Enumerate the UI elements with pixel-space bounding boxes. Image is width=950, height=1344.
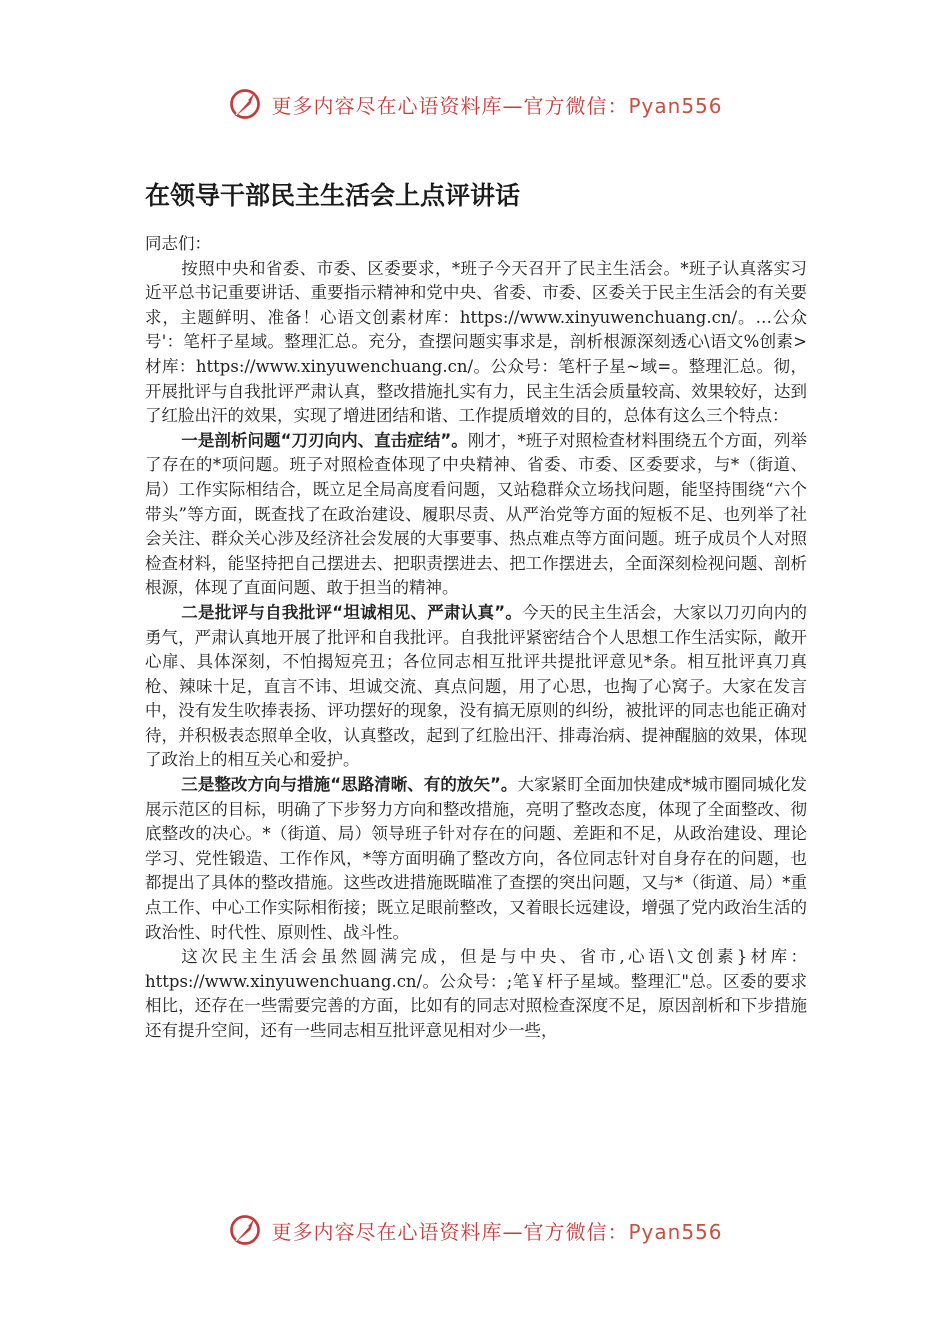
point-2-body: 今天的民主生活会，大家以刀刃向内的勇气，严肃认真地开展了批评和自我批评。自我批评紧密结合个人思想工作生活实际，敞开心扉、具体深刻，不怕揭短亮丑；各位同志相互批评共提批评意见*条。相互批评真刀真枪、辣味十足，直言不讳、坦诚交流、真点问题，用了心思，也掏了心窝子。大家在发言中，没有发生吹捧表扬、评功摆好的现象，没有搞无原则的纠纷，被批评的同志也能正确对待，并积极表态照单全收，认真整改，起到了红脸出汗、排毒治病、提神醒脑的效果，体现了政治上的相互关心和爱护。 — [145, 602, 807, 770]
point-2-heading: 二是批评与自我批评“坦诚相见、严肃认真”。 — [181, 602, 523, 622]
footer-watermark-text: 更多内容尽在心语资料库—官方微信：Pyan556 — [271, 1219, 723, 1244]
salutation: 同志们： — [145, 234, 211, 253]
document-body — [145, 232, 807, 1044]
quill-logo-icon — [227, 86, 263, 122]
document-title: 在领导干部民主生活会上点评讲话 — [145, 181, 521, 210]
header-watermark-text: 更多内容尽在心语资料库—官方微信：Pyan556 — [271, 93, 723, 118]
point-3-body: 大家紧盯全面加快建成*城市圈同城化发展示范区的目标，明确了下步努力方向和整改措施，亮明了整改态度，体现了全面整改、彻底整改的决心。*（街道、局）领导班子针对存在的问题、差距和不足，从政治建设、理论学习、党性锻造、工作作风，*等方面明确了整改方向，各位同志针对自身存在的问题，也都提出了具体的整改措施。这些改进措施既瞄准了查摆的突出问题，又与*（街道、局）*重点工作、中心工作实际相衔接；既立足眼前整改，又着眼长远建设，增强了党内政治生活的政治性、时代性、原则性、战斗性。 — [145, 775, 807, 942]
paragraph-point-3 — [145, 773, 807, 945]
point-1-heading: 一是剖析问题“刀刃向内、直击症结”。 — [181, 430, 468, 450]
paragraph-intro: 按照中央和省委、市委、区委要求，*班子今天召开了民主生活会。*班子认真落实习近平总书记重要讲话、重要指示精神和党中央、省委、市委、区委关于民主生活会的有关要求，主题鲜明、准备！心语文创素材库：https://www.xinyuwenchuang.cn/。…公众号'：笔杆子星域。整理汇总。充分，查摆问题实事求是，剖析根源深刻透心\语文%创素>材库：https://www.xinyuwenchuang.cn/。公众号：笔杆子星~域=。整理汇总。彻，开展批评与自我批评严肃认真，整改措施扎实有力，民主生活会质量较高、效果较好，达到了红脸出汗的效果，实现了增进团结和谐、工作提质增效的目的，总体有这么三个特点： — [145, 258, 807, 426]
footer-wechat-id: Pyan556 — [628, 1219, 723, 1244]
paragraph-point-1 — [145, 429, 807, 601]
header-watermark-banner — [0, 82, 950, 126]
header-wechat-id: Pyan556 — [628, 93, 723, 118]
footer-watermark-banner — [0, 1208, 950, 1252]
paragraph-point-2 — [145, 601, 807, 773]
paragraph-closing: 这次民主生活会虽然圆满完成，但是与中央、省市,心语\文创素}材库：https://www.xinyuwenchuang.cn/。公众号：;笔￥杆子星域。整理汇"总。区委的要求相比，还存在一些需要完善的方面，比如有的同志对照检查深度不足，原因剖析和下步措施还有提升空间，还有一些同志相互批评意见相对少一些， — [145, 947, 807, 1040]
quill-logo-icon — [227, 1212, 263, 1248]
point-3-heading: 三是整改方向与措施“思路清晰、有的放矢”。 — [181, 775, 518, 795]
point-1-body: 刚才，*班子对照检查材料围绕五个方面，列举了存在的*项问题。班子对照检查体现了中央精神、省委、市委、区委要求，与*（街道、局）工作实际相结合，既立足全局高度看问题，又站稳群众立场找问题，能坚持围绕“六个带头”等方面，既查找了在政治建设、履职尽责、从严治党等方面的短板不足、也列举了社会关注、群众关心涉及经济社会发展的大事要事、热点难点等方面问题。班子成员个人对照检查材料，能坚持把自己摆进去、把职责摆进去、把工作摆进去，全面深刻检视问题、剖析根源，体现了直面问题、敢于担当的精神。 — [145, 430, 807, 598]
